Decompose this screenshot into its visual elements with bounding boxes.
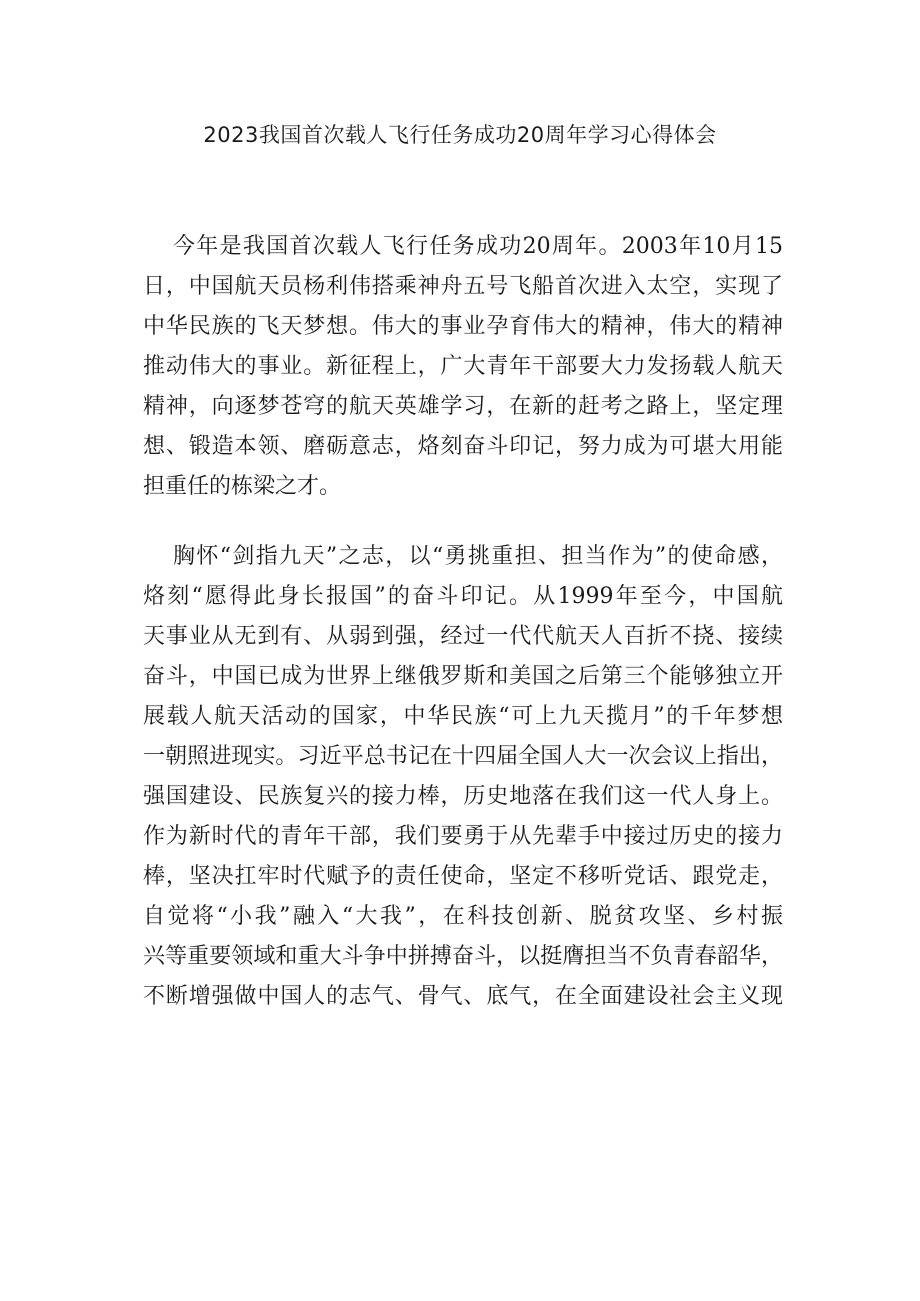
document-body	[143, 227, 783, 1017]
text-line: 强国建设、民族复兴的接力棒，历史地落在我们这一代人身上。	[143, 784, 783, 809]
paragraph-2	[143, 537, 783, 1017]
text-line: 推动伟大的事业。新征程上，广大青年干部要大力发扬载人航天	[143, 354, 783, 379]
text-line: 胸怀“剑指九天”之志，以“勇挑重担、担当作为”的使命感，	[173, 544, 783, 569]
text-line: 自觉将“小我”融入“大我”，在科技创新、脱贫攻坚、乡村振	[143, 904, 783, 929]
text-line: 今年是我国首次载人飞行任务成功20周年。2003年10月15	[173, 234, 783, 259]
document-title: 2023我国首次载人飞行任务成功20周年学习心得体会	[203, 123, 717, 147]
text-line: 不断增强做中国人的志气、骨气、底气，在全面建设社会主义现	[143, 984, 783, 1009]
text-line: 天事业从无到有、从弱到强，经过一代代航天人百折不挠、接续	[143, 624, 783, 649]
text-line: 棒，坚决扛牢时代赋予的责任使命，坚定不移听党话、跟党走，	[143, 864, 783, 889]
text-line: 作为新时代的青年干部，我们要勇于从先辈手中接过历史的接力	[143, 824, 783, 849]
text-line: 担重任的栋梁之才。	[143, 474, 342, 499]
text-line: 兴等重要领域和重大斗争中拼搏奋斗，以挺膺担当不负青春韶华，	[143, 944, 783, 969]
text-line: 一朝照进现实。习近平总书记在十四届全国人大一次会议上指出，	[143, 744, 783, 769]
text-line: 奋斗，中国已成为世界上继俄罗斯和美国之后第三个能够独立开	[143, 664, 783, 689]
paragraph-1	[143, 227, 783, 507]
text-line: 日，中国航天员杨利伟搭乘神舟五号飞船首次进入太空，实现了	[143, 274, 783, 299]
text-line: 中华民族的飞天梦想。伟大的事业孕育伟大的精神，伟大的精神	[143, 314, 783, 339]
text-line: 想、锻造本领、磨砺意志，烙刻奋斗印记，努力成为可堪大用能	[143, 434, 783, 459]
text-line: 展载人航天活动的国家，中华民族“可上九天揽月”的千年梦想	[143, 704, 783, 729]
text-line: 精神，向逐梦苍穹的航天英雄学习，在新的赶考之路上，坚定理	[143, 394, 783, 419]
text-line: 烙刻“愿得此身长报国”的奋斗印记。从1999年至今，中国航	[143, 584, 783, 609]
